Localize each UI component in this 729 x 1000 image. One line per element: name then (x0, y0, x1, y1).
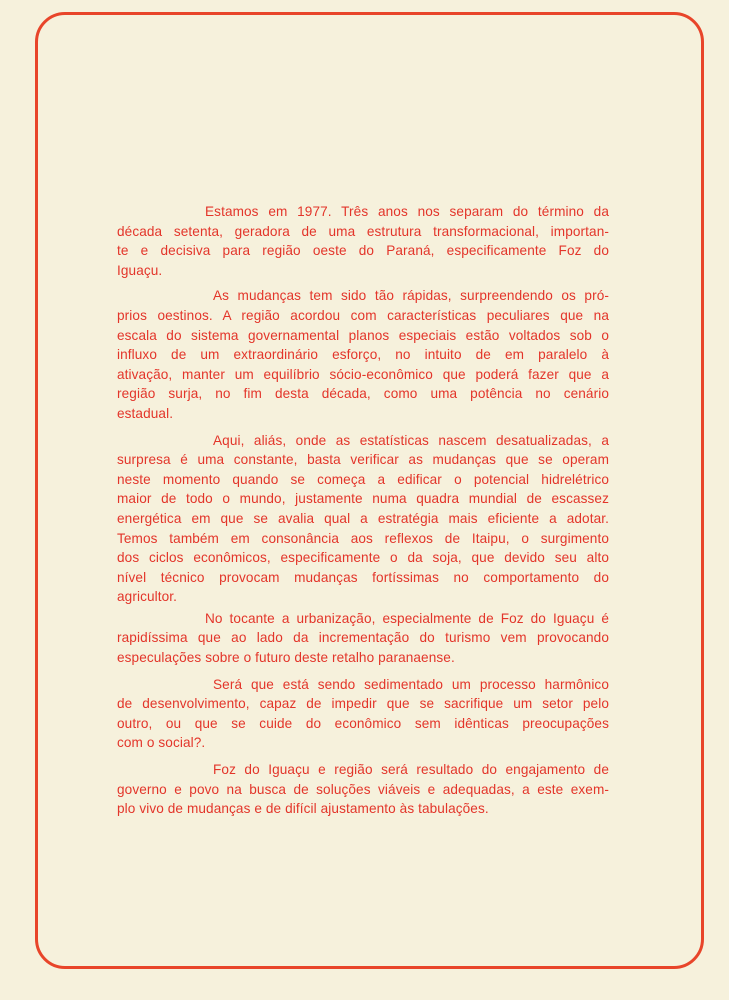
text-line: influxo de um extraordinário esforço, no intuito de em paralelo à (117, 347, 609, 363)
text-line: dos ciclos econômicos, especificamente o da soja, que devido seu alto (117, 550, 609, 566)
text-line: escala do sistema governamental planos especiais estão voltados sob o (117, 327, 609, 343)
paragraph-5 (117, 675, 609, 753)
text-line: ativação, manter um equilíbrio sócio-econômico que poderá fazer que a (117, 366, 609, 382)
text-line: Iguaçu. (117, 262, 163, 278)
text-line: nível técnico provocam mudanças fortíssimas no comportamento do (117, 569, 609, 585)
document-text (117, 202, 609, 819)
text-line: prios oestinos. A região acordou com características peculiares que na (117, 307, 609, 323)
text-line: maior de todo o mundo, justamente numa quadra mundial de escassez (117, 491, 609, 507)
text-line: energética em que se avalia qual a estratégia mais eficiente a adotar. (117, 510, 609, 526)
text-line: rapidíssima que ao lado da incrementação do turismo vem provocando (117, 630, 609, 646)
text-line: Aqui, aliás, onde as estatísticas nascem desatualizadas, a (213, 432, 609, 448)
text-line: com o social?. (117, 735, 206, 751)
text-line: estadual. (117, 405, 174, 421)
paragraph-3 (117, 431, 609, 607)
text-line: No tocante a urbanização, especialmente de Foz do Iguaçu é (205, 610, 609, 626)
text-line: te e decisiva para região oeste do Paraná, especificamente Foz do (117, 243, 609, 259)
text-line: Temos também em consonância aos reflexos de Itaipu, o surgimento (117, 530, 609, 546)
paragraph-6 (117, 760, 609, 819)
text-line: especulações sobre o futuro deste retalho paranaense. (117, 650, 455, 666)
text-line: agricultor. (117, 589, 178, 605)
text-line: de desenvolvimento, capaz de impedir que se sacrifique um setor pelo (117, 696, 609, 712)
text-line: plo vivo de mudanças e de difícil ajustamento às tabulações. (117, 801, 489, 817)
text-line: Será que está sendo sedimentado um processo harmônico (213, 676, 609, 692)
paragraph-1 (117, 202, 609, 280)
text-line: Foz do Iguaçu e região será resultado do engajamento de (213, 762, 609, 778)
text-line: surpresa é uma constante, basta verificar as mudanças que se operam (117, 452, 609, 468)
text-line: Estamos em 1977. Três anos nos separam do término da (205, 204, 609, 219)
text-line: governo e povo na busca de soluções viáveis e adequadas, a este exem- (117, 781, 609, 797)
text-line: neste momento quando se começa a edificar o potencial hidrelétrico (117, 471, 609, 487)
text-line: As mudanças tem sido tão rápidas, surpreendendo os pró- (213, 288, 609, 304)
paragraph-2 (117, 286, 609, 423)
text-line: outro, ou que se cuide do econômico sem idênticas preocupações (117, 715, 609, 731)
text-line: região surja, no fim desta década, como uma potência no cenário (117, 386, 609, 402)
text-line: década setenta, geradora de uma estrutura transformacional, importan- (117, 223, 609, 239)
paragraph-4 (117, 609, 609, 668)
